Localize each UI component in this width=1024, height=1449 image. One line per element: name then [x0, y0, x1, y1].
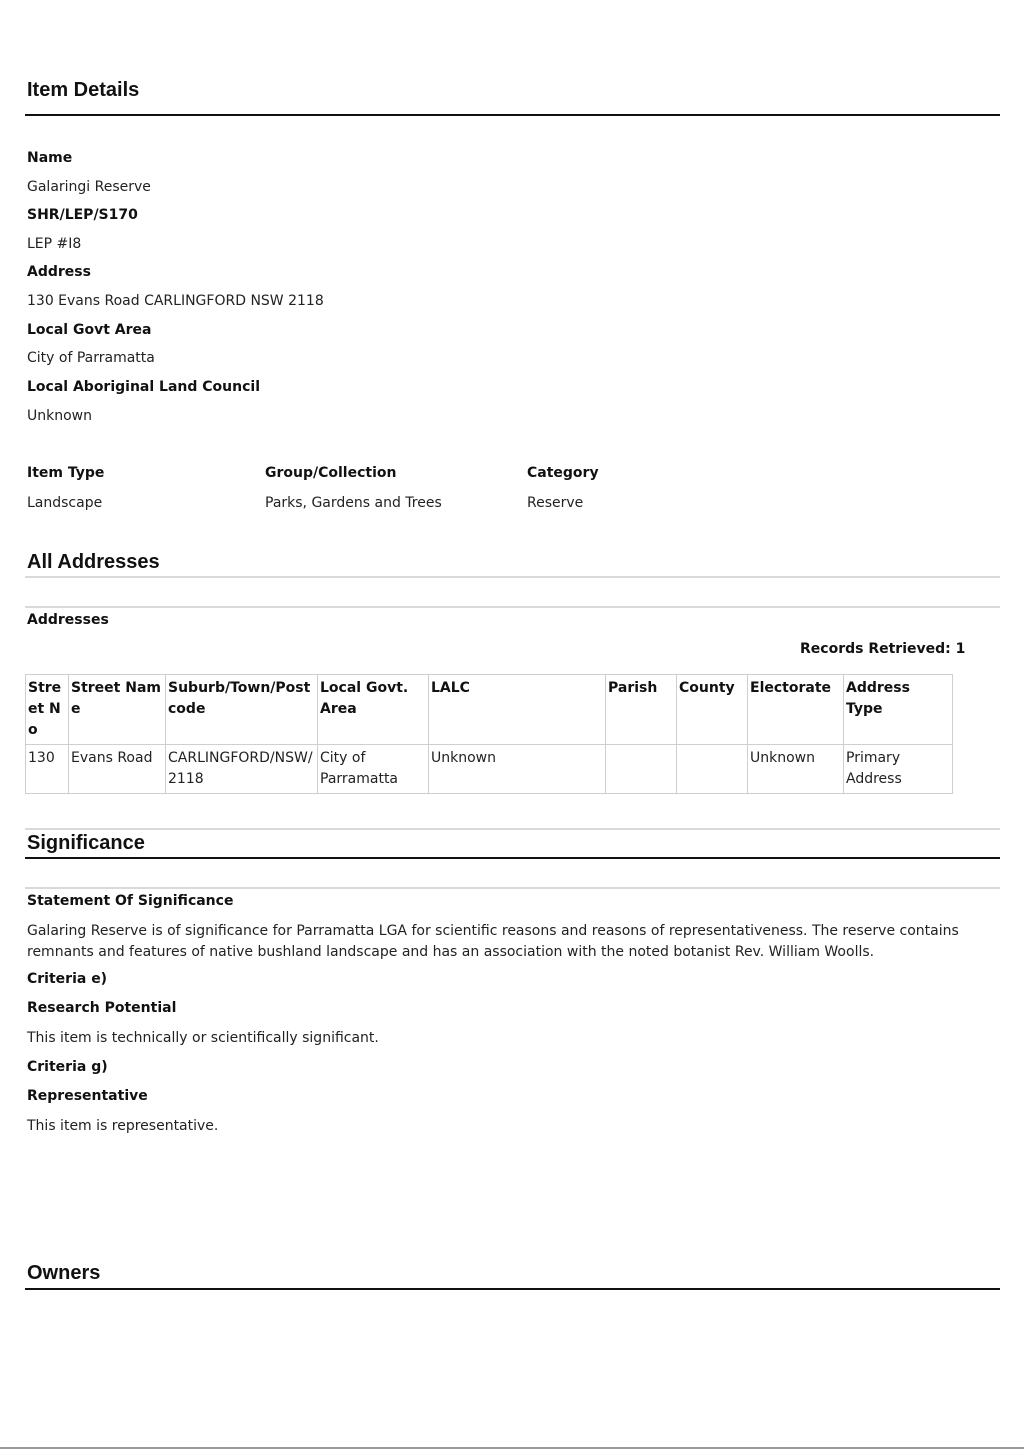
item-type-value: Landscape — [27, 495, 103, 511]
owners-divider — [25, 1288, 1000, 1290]
item-details-divider — [25, 114, 1000, 116]
cell-electorate: Unknown — [748, 745, 844, 794]
statement-text: Galaring Reserve is of significance for Parramatta LGA for scientific reasons and reasons of representativeness. The reserve contains remnants and features of native bushland landscape and has an association with the noted botanist Rev. William Woolls. — [27, 923, 959, 960]
cell-address-type: Primary Address — [844, 745, 953, 794]
cell-county — [677, 745, 748, 794]
lga-value: City of Parramatta — [27, 350, 155, 366]
addresses-table — [25, 674, 953, 794]
all-addresses-heading: All Addresses — [27, 551, 160, 573]
cell-lalc: Unknown — [429, 745, 606, 794]
significance-divider — [25, 857, 1000, 859]
significance-subdivider — [25, 887, 1000, 889]
lalc-label: Local Aboriginal Land Council — [27, 379, 260, 395]
col-county: County — [677, 675, 748, 745]
cell-street-no: 130 — [26, 745, 69, 794]
item-details-heading: Item Details — [27, 79, 140, 101]
col-parish: Parish — [606, 675, 677, 745]
col-street-no: Street No — [26, 675, 69, 745]
criteria-g-label: Criteria g) — [27, 1059, 108, 1075]
cell-suburb: CARLINGFORD/NSW/2118 — [166, 745, 318, 794]
address-label: Address — [27, 264, 91, 280]
significance-heading: Significance — [27, 832, 145, 854]
table-row — [26, 745, 953, 794]
col-street-name: Street Name — [69, 675, 166, 745]
research-potential-label: Research Potential — [27, 1000, 177, 1016]
col-address-type: Address Type — [844, 675, 953, 745]
owners-heading: Owners — [27, 1262, 101, 1284]
lalc-value: Unknown — [27, 408, 92, 424]
name-value: Galaringi Reserve — [27, 179, 151, 195]
representative-label: Representative — [27, 1088, 148, 1104]
category-value: Reserve — [527, 495, 584, 511]
criteria-e-label: Criteria e) — [27, 971, 108, 987]
addresses-header-row — [26, 675, 953, 745]
name-label: Name — [27, 150, 73, 166]
listing-label: SHR/LEP/S170 — [27, 207, 138, 223]
col-electorate: Electorate — [748, 675, 844, 745]
addresses-subdivider — [25, 606, 1000, 608]
col-lalc: LALC — [429, 675, 606, 745]
cell-lga: City of Parramatta — [318, 745, 429, 794]
cell-parish — [606, 745, 677, 794]
records-retrieved: Records Retrieved: 1 — [800, 641, 966, 657]
category-label: Category — [527, 465, 599, 481]
lga-label: Local Govt Area — [27, 322, 152, 338]
listing-value: LEP #I8 — [27, 236, 82, 252]
addresses-subheading: Addresses — [27, 612, 109, 628]
group-collection-value: Parks, Gardens and Trees — [265, 495, 442, 511]
research-potential-text: This item is technically or scientifically significant. — [27, 1030, 379, 1046]
col-suburb: Suburb/Town/Postcode — [166, 675, 318, 745]
item-type-label: Item Type — [27, 465, 105, 481]
cell-street-name: Evans Road — [69, 745, 166, 794]
group-collection-label: Group/Collection — [265, 465, 397, 481]
col-lga: Local Govt. Area — [318, 675, 429, 745]
statement-label: Statement Of Significance — [27, 893, 234, 909]
all-addresses-divider — [25, 576, 1000, 578]
address-value: 130 Evans Road CARLINGFORD NSW 2118 — [27, 293, 324, 309]
significance-top-divider — [25, 828, 1000, 830]
representative-text: This item is representative. — [27, 1118, 219, 1134]
